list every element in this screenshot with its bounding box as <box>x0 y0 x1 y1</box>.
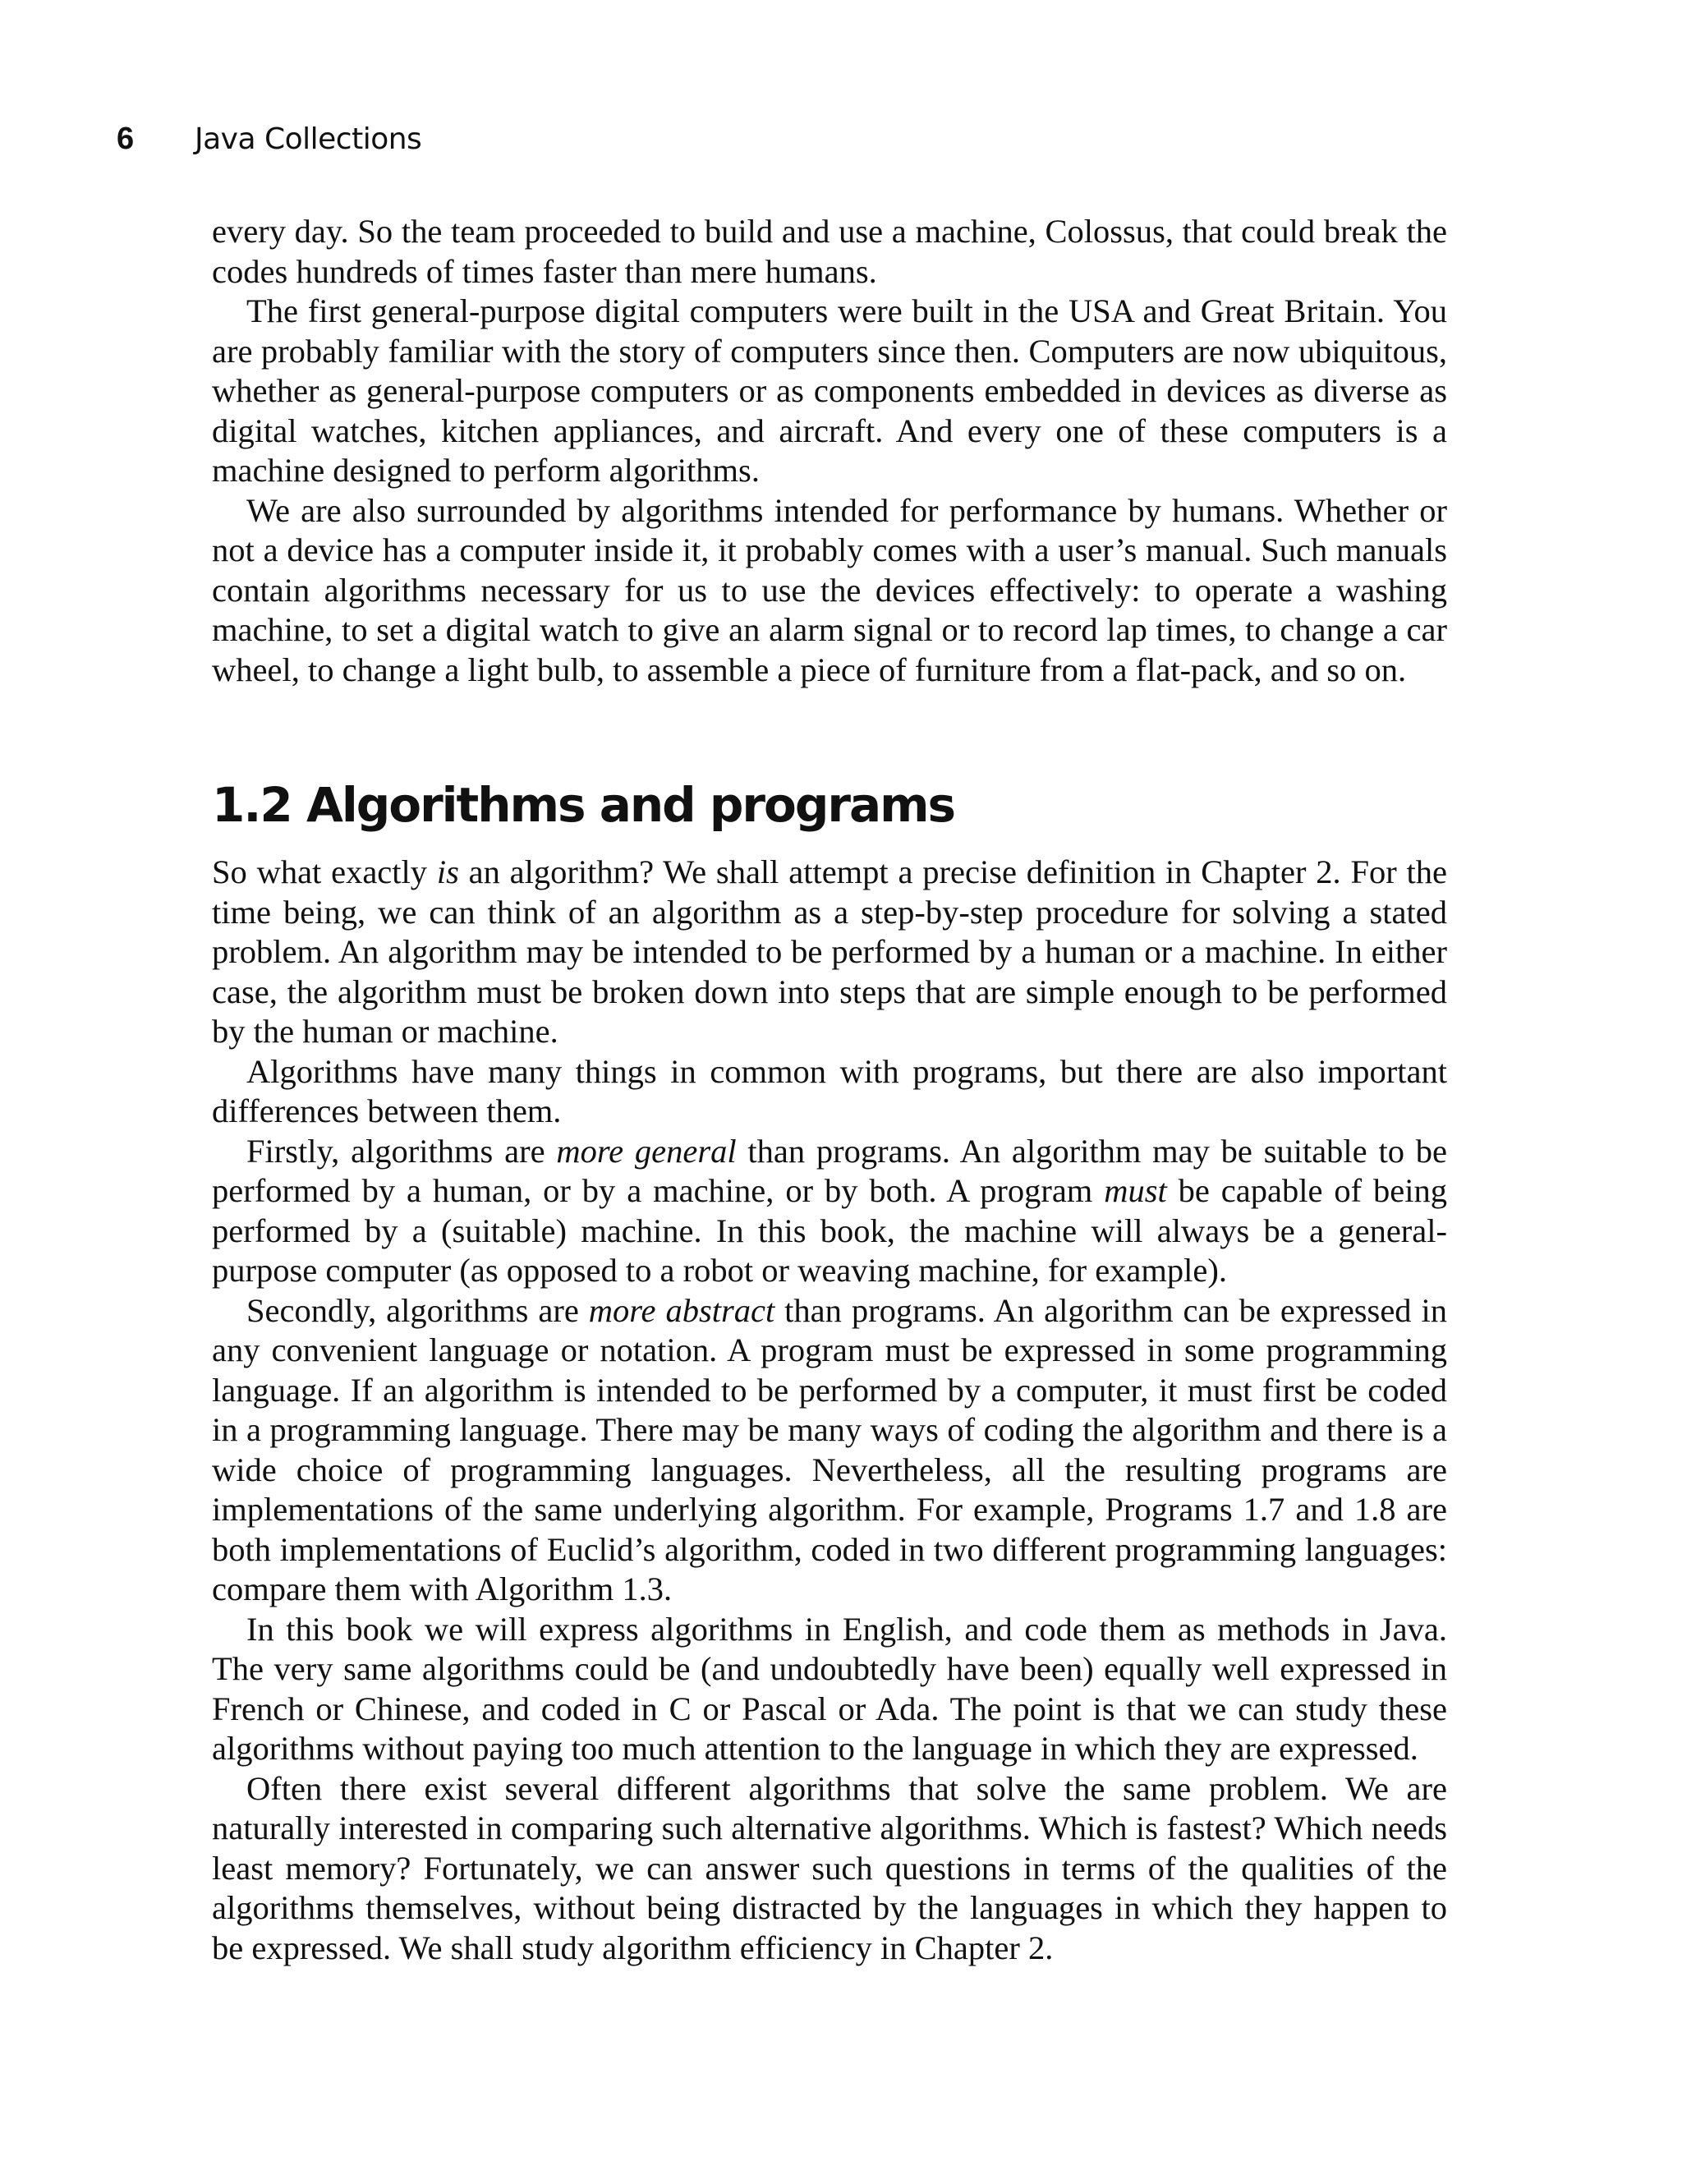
paragraph-common-with-programs: Algorithms have many things in common with programs, but there are also important differences between them. <box>212 1052 1447 1129</box>
emphasis: more abstract <box>588 1291 775 1329</box>
text-run: than programs. An algorithm may be suitable to be performed by a human, or by a machine, or by both. A program <box>212 1132 1447 1209</box>
text-run: than programs. An algorithm can be expressed in any convenient language or notation. A program must be expressed in some programming language. If an algorithm is intended to be performed by a computer, it must first be coded in a programming language. There may be many ways of coding the algorithm and there is a wide choice of programming languages. Nevertheless, all the resulting programs are implementations of the same underlying algorithm. For example, Programs 1.7 and 1.8 are both implementations of Euclid’s algorithm, coded in two different programming languages: compare them with Algorithm 1.3. <box>212 1291 1447 1607</box>
text-run: Secondly, algorithms are <box>246 1291 589 1329</box>
paragraph-more-general <box>212 1132 1447 1291</box>
text-run: Firstly, algorithms are <box>246 1132 557 1170</box>
book-title: Java Collections <box>195 122 422 156</box>
page-number: 6 <box>117 122 135 156</box>
paragraph-what-is-algorithm <box>212 853 1447 1052</box>
paragraph-comparing-algorithms: Often there exist several different algorithms that solve the same problem. We are naturally interested in comparing such alternative algorithms. Which is fastest? Which needs least memory? Fortunately, we can answer such questions in terms of the qualities of the algorithms themselves, without being distracted by the languages in which they happen to be expressed. We shall study algorithm efficiency in Chapter 2. <box>212 1769 1447 1966</box>
paragraph-english-and-java: In this book we will express algorithms in English, and code them as methods in Java. The very same algorithms could be (and undoubtedly have been) equally well expressed in French or Chinese, and coded in C or Pascal or Ada. The point is that we can study these algorithms without paying too much attention to the language in which they are expressed. <box>212 1610 1447 1767</box>
emphasis: more general <box>556 1132 737 1170</box>
paragraph-first-computers: The first general-purpose digital computers were built in the USA and Great Britain. You are probably familiar with the story of computers since then. Computers are now ubiquitous, whether as general-purpose computers or as components embedded in devices as diverse as digital watches, kitchen appliances, and aircraft. And every one of these computers is a machine designed to perform algorithms. <box>212 292 1447 489</box>
body-text-section <box>212 853 1447 1968</box>
paragraph-more-abstract <box>212 1291 1447 1610</box>
emphasis: must <box>1104 1172 1167 1209</box>
paragraph-continuation: every day. So the team proceeded to build and use a machine, Colossus, that could break the codes hundreds of times faster than mere humans. <box>212 213 1447 290</box>
text-run: be capable of being performed by a (suitable) machine. In this book, the machine will always be a general-purpose computer (as opposed to a robot or weaving machine, for example). <box>212 1172 1447 1289</box>
body-text-top <box>212 212 1447 690</box>
emphasis: is <box>436 853 459 890</box>
section-heading: 1.2 Algorithms and programs <box>212 777 955 833</box>
text-run: So what exactly <box>212 853 437 890</box>
text-run: an algorithm? We shall attempt a precise definition in Chapter 2. For the time being, we can think of an algorithm as a step-by-step procedure for solving a stated problem. An algorithm may be intended to be performed by a human or a machine. In either case, the algorithm must be broken down into steps that are simple enough to be performed by the human or machine. <box>212 853 1447 1050</box>
paragraph-human-algorithms: We are also surrounded by algorithms intended for performance by humans. Whether or not a device has a computer inside it, it probably comes with a user’s manual. Such manuals contain algorithms necessary for us to use the devices effectively: to operate a washing machine, to set a digital watch to give an alarm signal or to record lap times, to change a car wheel, to change a light bulb, to assemble a piece of furniture from a flat-pack, and so on. <box>212 491 1447 688</box>
running-head <box>117 122 421 163</box>
